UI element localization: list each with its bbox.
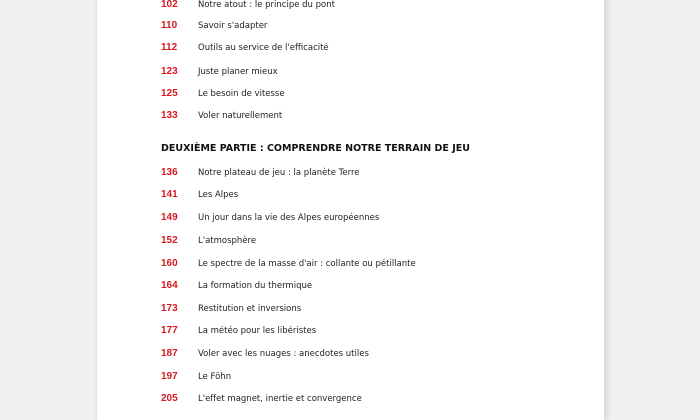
toc-title: Un jour dans la vie des Alpes européennes [198,213,380,223]
toc-title: Notre plateau de jeu : la planète Terre [198,168,360,178]
toc-title: Notre atout : le principe du pont [198,0,335,10]
toc-page-number: 173 [161,303,178,314]
toc-title: L'effet magnet, inertie et convergence [198,394,362,404]
toc-title: Savoir s'adapter [198,21,268,31]
toc-page-number: 133 [161,110,178,121]
toc-page-number: 110 [161,20,178,31]
toc-title: Outils au service de l'efficacité [198,43,329,53]
part-heading: DEUXIÈME PARTIE : COMPRENDRE NOTRE TERRAIN DE JEU [161,143,470,154]
toc-page-number: 177 [161,325,178,336]
toc-title: Le Föhn [198,372,232,382]
toc-page-number: 164 [161,280,178,291]
toc-title: Voler naturellement [198,111,283,121]
toc-page-number: 160 [161,258,178,269]
toc-page-number: 112 [161,42,178,53]
toc-page-number: 136 [161,167,178,178]
toc-page-number: 141 [161,189,178,200]
toc-title: Juste planer mieux [198,67,278,77]
toc-title: L'atmosphère [198,236,257,246]
toc-page-number: 187 [161,348,178,359]
toc-title: Les Alpes [198,190,239,200]
toc-page-number: 125 [161,88,178,99]
toc-page-number: 149 [161,212,178,223]
toc-page-number: 123 [161,66,178,77]
toc-title: La formation du thermique [198,281,313,291]
toc-title: La météo pour les libéristes [198,326,317,336]
toc-page-number: 205 [161,393,178,404]
toc-page-number: 152 [161,235,178,246]
toc-title: Le besoin de vitesse [198,89,285,99]
toc-title: Voler avec les nuages : anecdotes utiles [198,349,369,359]
toc-page-number: 102 [161,0,178,10]
toc-title: Restitution et inversions [198,304,302,314]
toc-page-number: 197 [161,371,178,382]
toc-title: Le spectre de la masse d'air : collante ou pétillante [198,259,416,269]
